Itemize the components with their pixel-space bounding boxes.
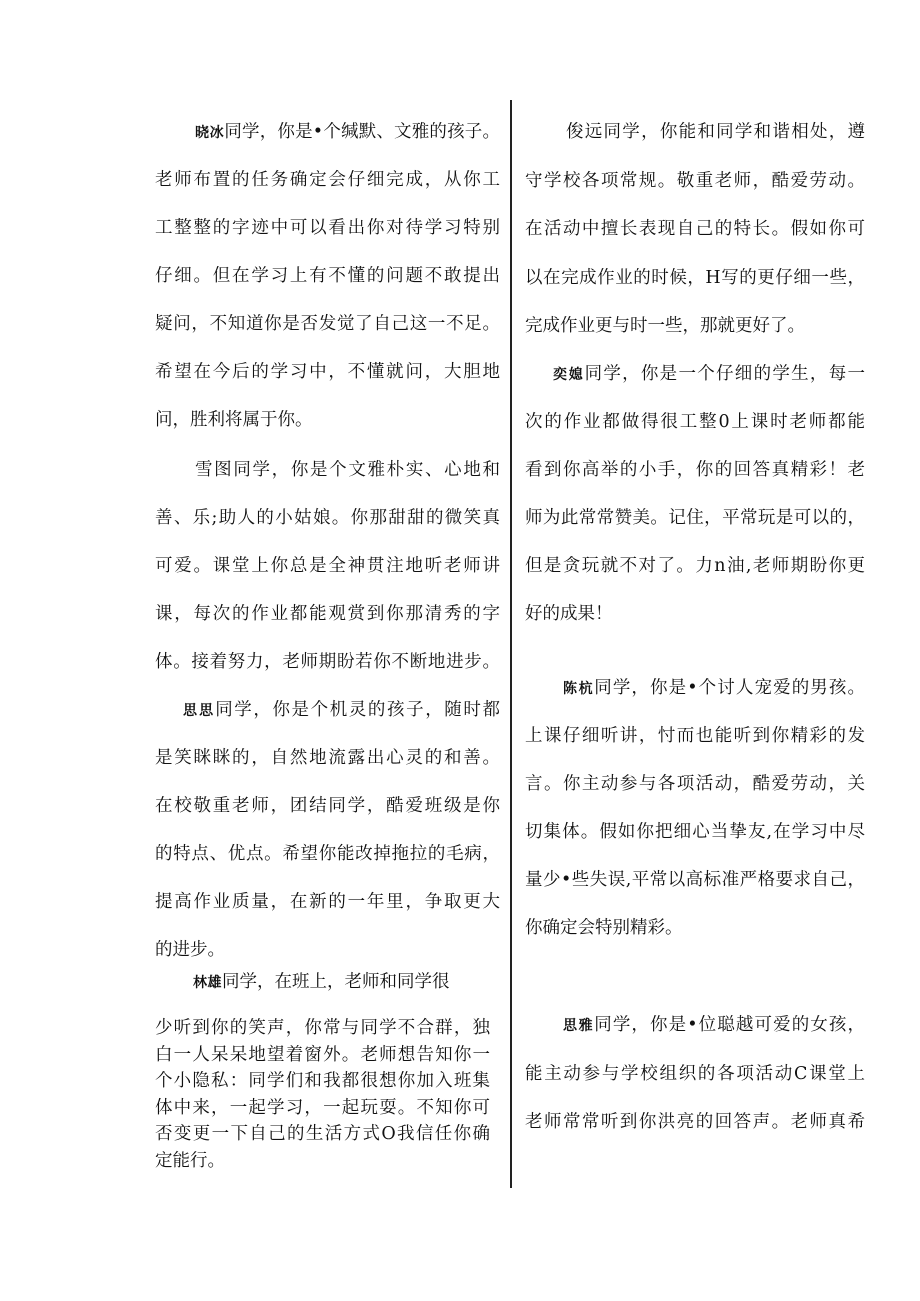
student-name: 思思 (183, 703, 216, 719)
comment-line: 否变更一下自己的生活方式O我信任你确 (155, 1124, 490, 1144)
comment-line: 能主动参与学校组织的各项活动C课堂上 (525, 1063, 865, 1084)
comment-line: 完成作业更与时一些，那就更好了。 (525, 316, 805, 336)
comment-line: 切集体。假如你把细心当挚友,在学习中尽 (525, 822, 865, 842)
comment-line: 是笑眯眯的，自然地流露出心灵的和善。 (155, 748, 500, 768)
student-name: 奕媳 (553, 367, 585, 383)
comment-line: 体中来，一起学习，一起玩耍。不知你可 (155, 1097, 490, 1118)
comment-line: 疑问，不知道你是否发觉了自己这一不足。 (155, 314, 500, 334)
column-divider (510, 100, 512, 1188)
comment-line: 你确定会特别精彩。 (525, 918, 683, 938)
comment-first-line (525, 350, 865, 398)
comment-text: 同学，你是•个讨人宠爱的男孩。 (594, 678, 866, 698)
student-name: 陈杭 (563, 681, 595, 697)
comment-line: 白一人呆呆地望着窗外。老师想告知你一 (155, 1044, 490, 1065)
comment-line: 可爱。课堂上你总是全神贯注地听老师讲 (155, 556, 500, 576)
comment-line: 个小隐私：同学们和我都很想你加入班集 (155, 1071, 490, 1091)
comment-line: 体。接着努力，老师期盼若你不断地进步。 (155, 652, 500, 672)
comment-line: 师为此常常赞美。记住，平常玩是可以的， (525, 508, 865, 528)
comment-line: 好的成果！ (525, 604, 613, 624)
student-comment-2 (155, 446, 500, 686)
comment-body (155, 1015, 490, 1174)
student-comment-1 (155, 108, 500, 444)
comment-line: 老师常常听到你洪亮的回答声。老师真希 (525, 1112, 865, 1132)
comment-line: 的特点、优点。希望你能改掉拖拉的毛病， (155, 844, 500, 864)
student-name: 林雄 (193, 975, 222, 991)
comment-line: 定能行。 (155, 1150, 225, 1171)
comment-line: 问，胜利将属于你。 (155, 410, 313, 430)
comment-text: 同学，在班上，老师和同学很 (222, 972, 450, 992)
comment-text: 同学，你是个机灵的孩子，随时都 (215, 700, 500, 720)
comment-first-line: 俊远同学，你能和同学和谐相处，遵 (566, 122, 865, 142)
comment-line: 言。你主动参与各项活动，酷爱劳动，关 (525, 774, 865, 794)
comment-line: 少听到你的笑声，你常与同学不合群，独 (155, 1018, 490, 1038)
student-name: 晓冰 (195, 125, 225, 141)
comment-text: 同学，你是•个缄默、文雅的孩子。 (224, 122, 500, 142)
comment-line: 在活动中擅长表现自己的特长。假如你可 (525, 219, 865, 239)
comment-first-line: 雪图同学，你是个文雅朴实、心地和 (195, 460, 500, 480)
comment-line: 的进步。 (155, 940, 225, 960)
comment-first-line (155, 108, 500, 156)
comment-text: 同学，你是•位聪越可爱的女孩， (594, 1015, 866, 1035)
comment-first-line (155, 686, 500, 734)
comment-line: 提高作业质量，在新的一年里，争取更大 (155, 892, 500, 912)
student-name: 思雅 (563, 1018, 595, 1034)
comment-line: 在校敬重老师，团结同学，酷爱班级是你 (155, 796, 500, 816)
comment-line: 以在完成作业的时候，H写的更仔细一些， (525, 267, 865, 288)
comment-line: 看到你高举的小手，你的回答真精彩！老 (525, 460, 865, 480)
comment-line: 老师布置的任务确定会仔细完成，从你工 (155, 170, 500, 190)
comment-first-line (525, 664, 865, 712)
comment-line: 工整整的字迹中可以看出你对待学习特别 (155, 218, 500, 238)
comment-line: 善、乐;助人的小姑娘。你那甜甜的微笑真 (155, 508, 500, 528)
comment-line: 量少•些失误,平常以高标准严格要求自己， (525, 870, 865, 890)
student-comment-8 (525, 1001, 865, 1147)
student-comment-7 (525, 664, 865, 952)
student-comment-5 (525, 108, 865, 351)
student-comment-6 (525, 350, 865, 638)
comment-line: 次的作业都做得很工整0上课时老师都能 (525, 412, 865, 432)
comment-line: 但是贪玩就不对了。力n油,老师期盼你更 (525, 556, 865, 576)
comment-line: 上课仔细听讲，忖而也能听到你精彩的发 (525, 726, 865, 746)
comment-first-line (155, 958, 500, 1015)
comment-line: 仔细。但在学习上有不懂的问题不敢提出 (155, 266, 500, 286)
comment-first-line (525, 1001, 865, 1050)
comment-line: 课，每次的作业都能观赏到你那清秀的字 (155, 604, 500, 624)
student-comment-3 (155, 686, 500, 974)
comment-text: 同学，你是一个仔细的学生，每一 (584, 364, 865, 384)
comment-line: 守学校各项常规。敬重老师，酷爱劳动。 (525, 170, 865, 191)
comment-line: 希望在今后的学习中，不懂就问，大胆地 (155, 362, 500, 382)
student-comment-4 (155, 958, 500, 1174)
